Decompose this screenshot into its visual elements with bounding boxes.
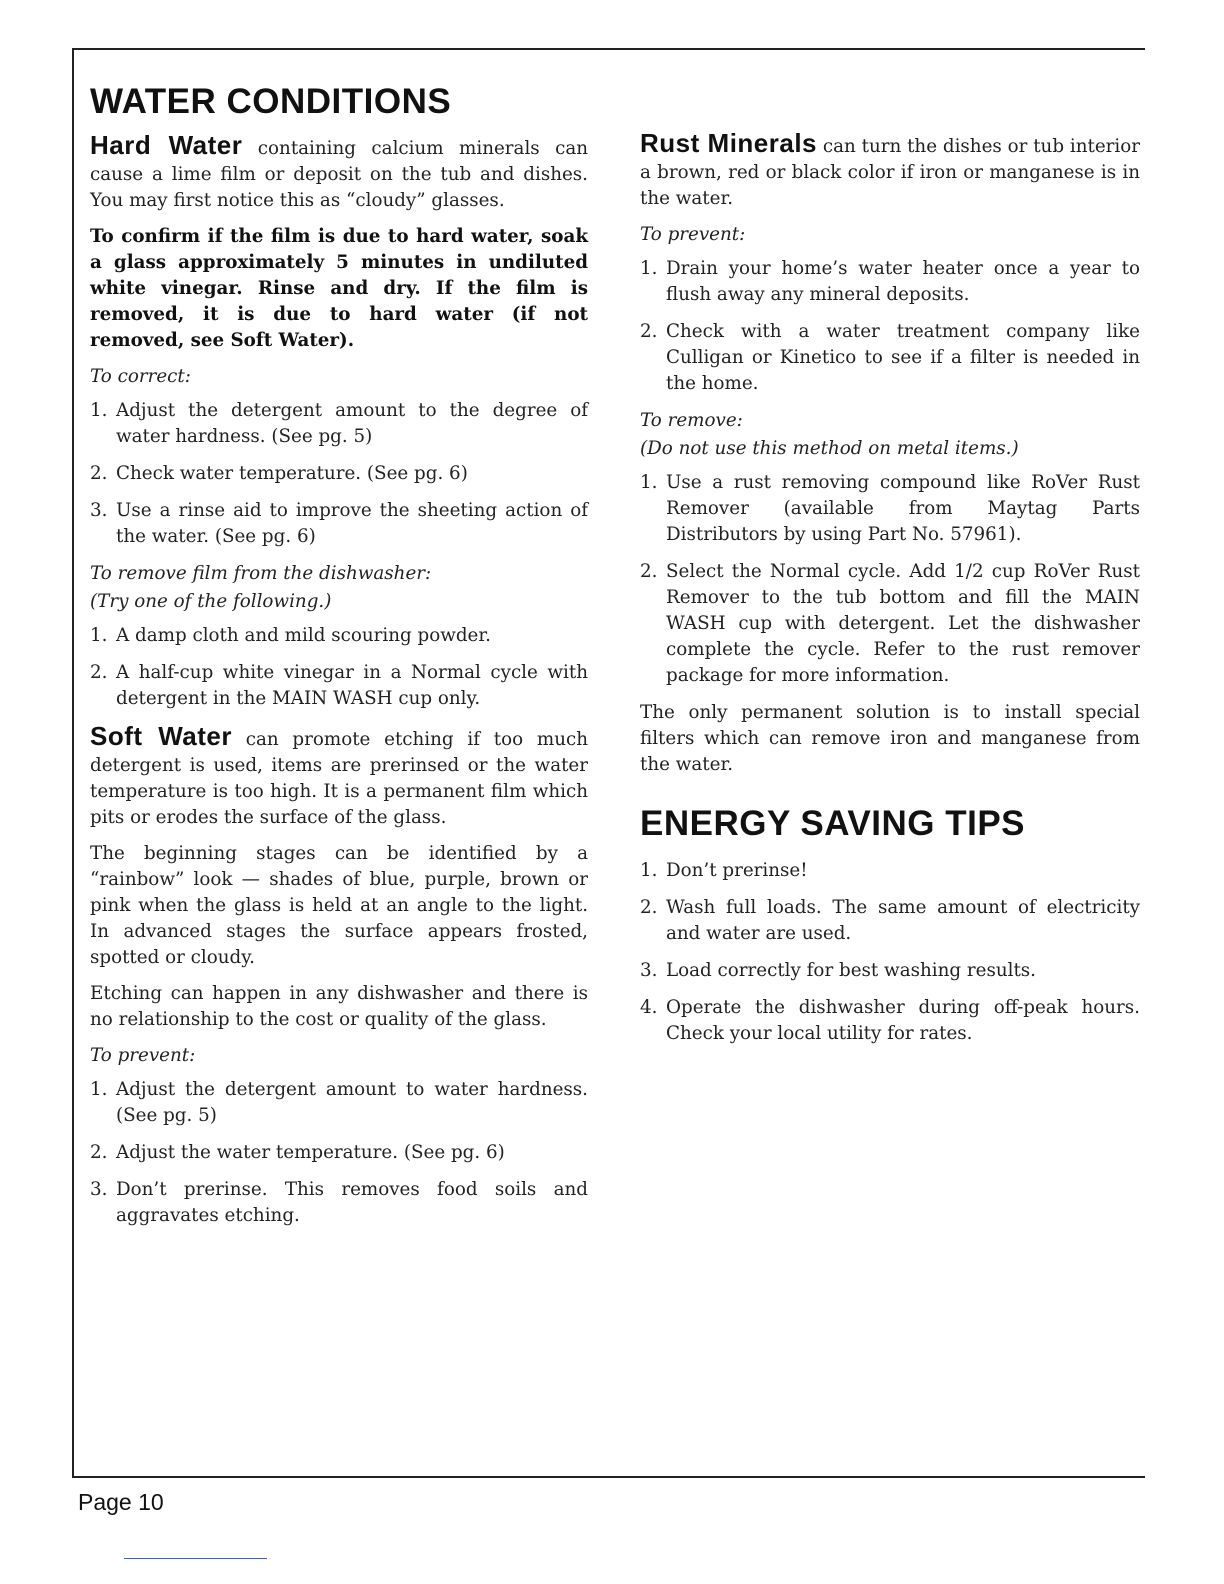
correct-list [90,398,588,550]
rust-prevent-list [640,256,1140,397]
remove-film-list [90,623,588,712]
remove-film-note: (Try one of the following.) [90,591,332,612]
list-item: 2. Check water temperature. (See pg. 6) [90,463,468,484]
list-item: 4. Operate the dishwasher during off-peak hours. Check your local utility for rates. [640,997,1140,1044]
list-item: 1. A damp cloth and mild scouring powder. [90,625,491,646]
list-item: 2. Adjust the water temperature. (See pg. 6) [90,1142,505,1163]
soft-water-stages: The beginning stages can be identified by a “rainbow” look — shades of blue, purple, brown or pink when the glass is held at an angle to the light. In advanced stages the surface appears frosted, spotted or cloudy. [90,843,588,968]
to-correct-label: To correct: [90,366,191,387]
hard-water-confirm: To confirm if the film is due to hard water, soak a glass approximately 5 minutes in undiluted white vinegar. Rinse and dry. If the film is removed, it is due to hard water (if not removed, see Soft Water). [90,226,588,351]
right-column [640,130,1140,1058]
list-item: 2. Select the Normal cycle. Add 1/2 cup RoVer Rust Remover to the tub bottom and fill the MAIN WASH cup with detergent. Let the dishwasher complete the cycle. Refer to the rust remover package for more information. [640,561,1140,686]
left-rule [72,48,74,1478]
top-rule [72,48,1145,50]
soft-water-etching: Etching can happen in any dishwasher and there is no relationship to the cost or quality of the glass. [90,983,588,1030]
soft-prevent-label: To prevent: [90,1045,196,1066]
list-item: 2. Wash full loads. The same amount of electricity and water are used. [640,897,1140,944]
left-column [90,80,588,1240]
rust-remove-list [640,470,1140,689]
list-item: 1. Adjust the detergent amount to water hardness. (See pg. 5) [90,1079,588,1126]
hard-water-intro: Hard Water containing calcium minerals can cause a lime film or deposit on the tub and dishes. You may first notice this as “cloudy” glasses. [90,130,589,211]
list-item: 1. Don’t prerinse! [640,860,808,881]
list-item: 3. Don’t prerinse. This removes food soils and aggravates etching. [90,1179,588,1226]
soft-water-intro: Soft Water can promote etching if too much detergent is used, items are prerinsed or the water temperature is too high. It is a permanent film which pits or erodes the surface of the glass. [90,721,588,828]
rust-prevent-label: To prevent: [640,224,746,245]
list-item: 3. Use a rinse aid to improve the sheeting action of the water. (See pg. 6) [90,500,588,547]
list-item: 1. Drain your home’s water heater once a year to flush away any mineral deposits. [640,258,1140,305]
energy-saving-heading: ENERGY SAVING TIPS [640,804,1026,843]
rust-remove-label: To remove: [640,410,743,431]
rust-intro: Rust Minerals can turn the dishes or tub interior a brown, red or black color if iron or manganese is in the water. [640,128,1140,209]
soft-water-term: Soft Water [90,721,232,751]
bottom-rule [72,1476,1145,1478]
rust-minerals-term: Rust Minerals [640,128,818,158]
blue-rule [124,1558,267,1559]
list-item: 2. Check with a water treatment company like Culligan or Kinetico to see if a filter is needed in the home. [640,321,1140,394]
water-conditions-heading: WATER CONDITIONS [90,82,452,121]
soft-prevent-list [90,1077,588,1229]
list-item: 3. Load correctly for best washing results. [640,960,1036,981]
page-number: Page 10 [78,1489,164,1515]
remove-film-label: To remove film from the dishwasher: [90,563,432,584]
list-item: 1. Adjust the detergent amount to the degree of water hardness. (See pg. 5) [90,400,588,447]
list-item: 1. Use a rust removing compound like RoVer Rust Remover (available from Maytag Parts Distributors by using Part No. 57961). [640,472,1140,545]
list-item: 2. A half-cup white vinegar in a Normal cycle with detergent in the MAIN WASH cup only. [90,662,588,709]
rust-remove-note: (Do not use this method on metal items.) [640,438,1019,459]
rust-solution: The only permanent solution is to install special filters which can remove iron and manganese from the water. [640,702,1140,775]
energy-tips-list [640,858,1140,1047]
hard-water-term: Hard Water [90,130,243,160]
